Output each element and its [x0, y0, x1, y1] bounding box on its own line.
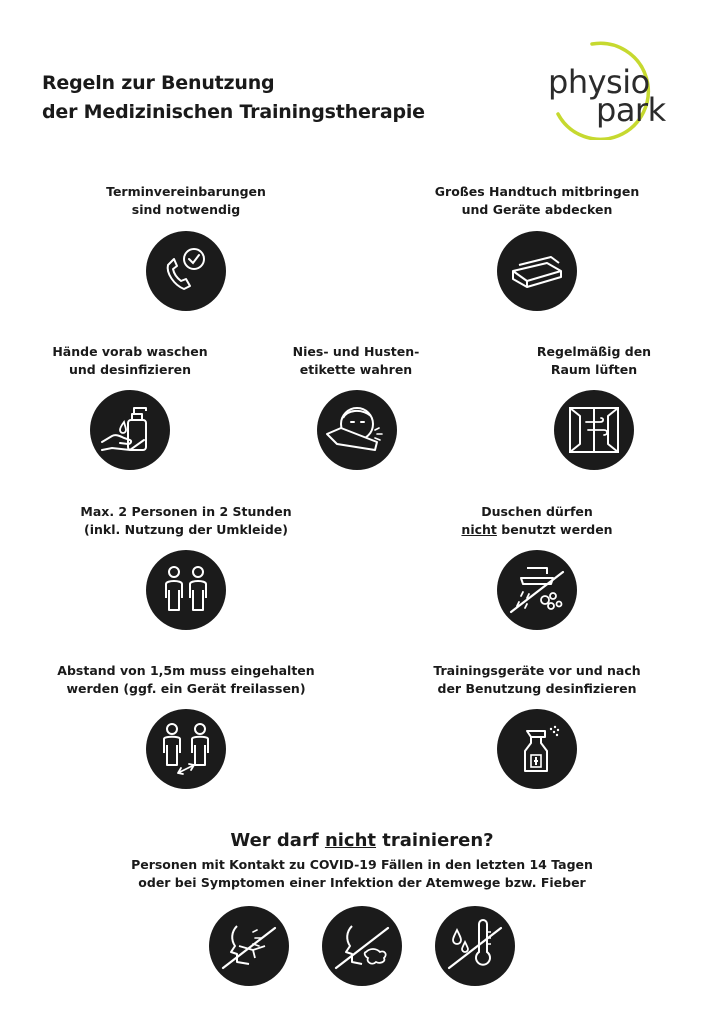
page-title: [42, 69, 425, 127]
no-cough-icon: [209, 906, 289, 986]
physio-park-logo: [540, 36, 690, 140]
logo-word-park: park: [596, 91, 666, 129]
no-fever-icon: [435, 906, 515, 986]
no-sneeze-icon: [322, 906, 402, 986]
rule-label-ventilation: Regelmäßig den Raum lüften: [536, 344, 652, 377]
rule-label-no-shower: Duschen dürfen nicht benutzt werden: [461, 504, 613, 537]
rule-label-max-persons: Max. 2 Personen in 2 Stunden (inkl. Nutzung der Umkleide): [80, 504, 292, 537]
who-description: Personen mit Kontakt zu COVID-19 Fällen in den letzten 14 Tagen oder bei Symptomen einer Infektion der Atemwege bzw. Fieber: [131, 857, 593, 890]
towel-icon: [497, 231, 577, 311]
rule-label-sneeze: Nies- und Husten- etikette wahren: [292, 344, 420, 377]
window-ventilation-icon: [554, 390, 634, 470]
title-line-2: der Medizinischen Trainingstherapie: [42, 101, 425, 123]
spray-bottle-icon: [497, 709, 577, 789]
rule-label-disinfect: Trainingsgeräte vor und nach der Benutzung desinfizieren: [433, 663, 641, 696]
who-heading: Wer darf nicht trainieren?: [230, 830, 494, 851]
hand-sanitizer-icon: [90, 390, 170, 470]
rule-label-towel: Großes Handtuch mitbringen und Geräte abdecken: [434, 184, 640, 217]
title-line-1: Regeln zur Benutzung: [42, 72, 275, 94]
two-persons-icon: [146, 550, 226, 630]
phone-check-icon: [146, 231, 226, 311]
sneeze-elbow-icon: [317, 390, 397, 470]
no-shower-icon: [497, 550, 577, 630]
distance-icon: [146, 709, 226, 789]
rule-label-distance: Abstand von 1,5m muss eingehalten werden (ggf. ein Gerät freilassen): [57, 663, 315, 696]
rule-label-appointments: Terminvereinbarungen sind notwendig: [106, 184, 266, 217]
logo-word-physio: physio: [548, 63, 650, 101]
rule-label-hands: Hände vorab waschen und desinfizieren: [52, 344, 208, 377]
